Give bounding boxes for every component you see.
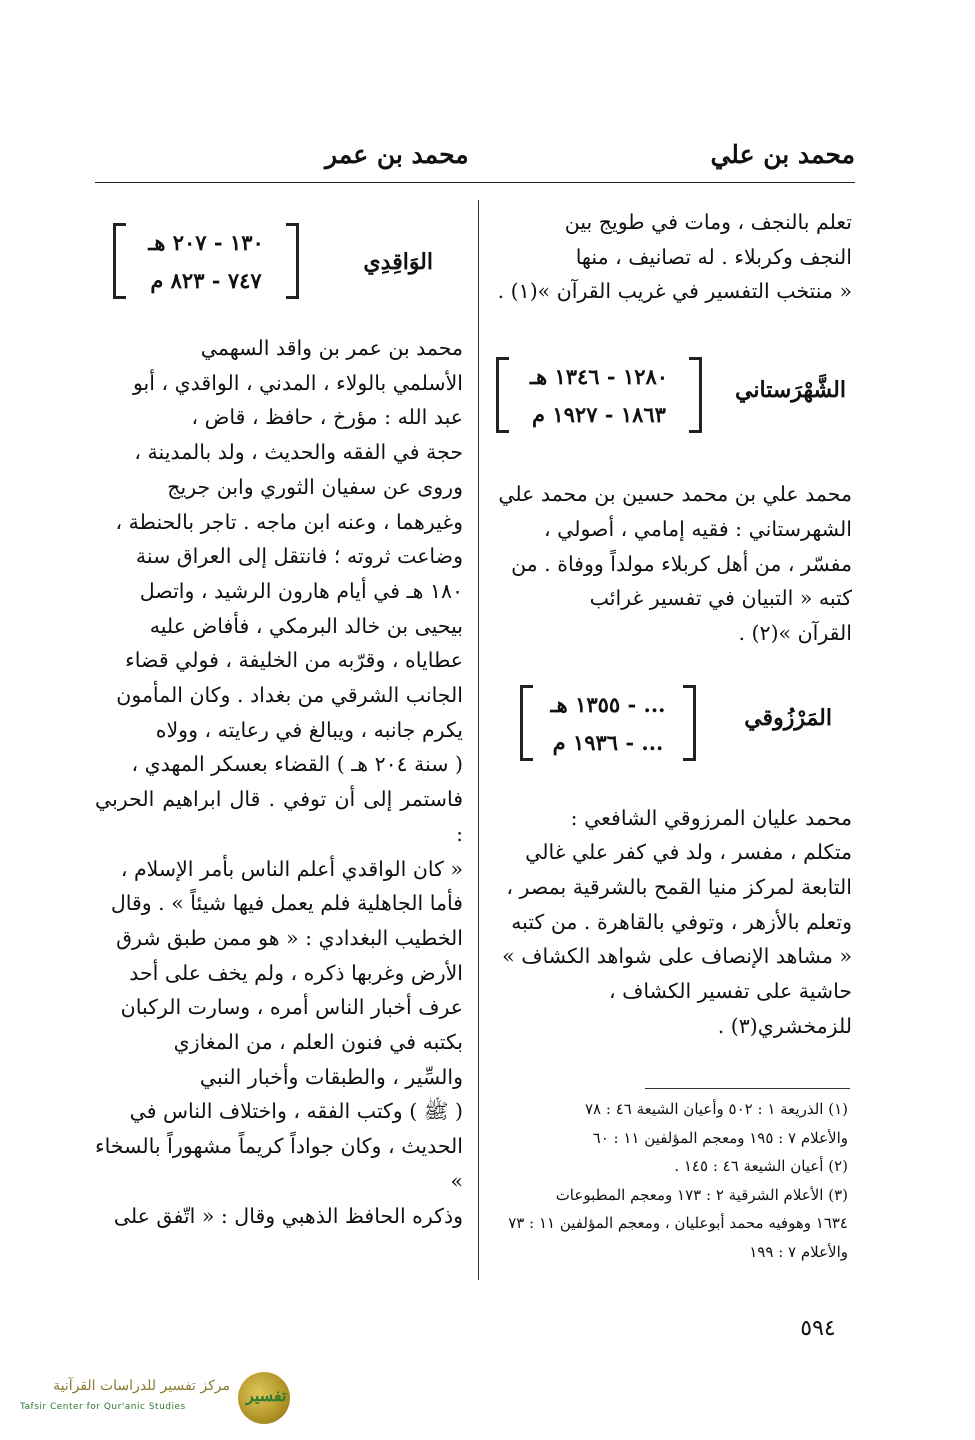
date-box (113, 223, 299, 299)
text-line: حاشية على تفسير الكشاف ، (609, 979, 852, 1004)
text-line: عبد الله : مؤرخ ، حافظ ، قاض ، (191, 405, 463, 430)
text-line: وذكره الحافظ الذهبي وقال : « اتّفق على (113, 1203, 463, 1228)
text-line: « كان الواقدي أعلم الناس بأمر الإسلام ، (120, 856, 463, 881)
header-rule (95, 182, 855, 183)
text-line: التابعة لمركز منيا القمح بالشرقية بمصر ، (506, 875, 852, 900)
text-line: وغيرهما ، وعنه ابن ماجه . تاجر بالحنطة ، (115, 509, 463, 534)
text-line: محمد علي بن محمد حسين بن محمد علي (498, 482, 852, 507)
text-line: ( ﷺ ) وكتب الفقه ، واختلاف الناس في (129, 1099, 463, 1124)
entry-body (490, 801, 852, 1044)
text-line: ( سنة ٢٠٤ هـ ) القضاء بعسكر المهدي ، (131, 752, 463, 777)
logo-subtitle: Tafsir Center for Qur'anic Studies (20, 1402, 186, 1412)
date-gregorian: ٧٤٧ - ٨٢٣ م (150, 268, 262, 293)
footnote-line: والأعلام ٧ : ١٩٩ (749, 1242, 848, 1261)
text-line: فاستمر إلى أن توفي . قال ابراهيم الحربي : (95, 787, 463, 846)
text-line: الأسلمي بالولاء ، المدني ، الواقدي ، أبو (132, 370, 463, 395)
text-line: الجانب الشرقي من بغداد . وكان المأمون (116, 683, 463, 708)
text-line: عرف أخبار الناس أمره ، وسارت الركبان (120, 995, 463, 1020)
text-line: بيحيى بن خالد البرمكي ، فأفاض عليه (149, 613, 463, 638)
intro-paragraph (490, 205, 852, 309)
left-column (95, 205, 463, 1233)
entry-name: الشَّهْرَستاني (735, 377, 846, 404)
footnote-line: ١٦٣٤ وهوفيه محمد أبوعليان ، ومعجم المؤلفين ١١ : ٧٣ (508, 1214, 848, 1232)
text-line: تعلم بالنجف ، ومات في طويج بين (564, 210, 852, 234)
date-gregorian: ١٨٦٣ - ١٩٢٧ م (532, 402, 666, 428)
date-gregorian: ... - ١٩٣٦ م (552, 729, 664, 755)
entry-body (95, 331, 463, 1233)
entry-heading-marzouqi (490, 679, 852, 771)
publisher-logo (20, 1372, 300, 1424)
date-hijri: ... - ١٣٥٥ هـ (550, 691, 666, 717)
running-head (95, 140, 855, 180)
column-divider (478, 200, 479, 1280)
text-line: الخطيب البغدادي : « هو ممن طبق شرق (116, 925, 463, 950)
running-head-center: محمد بن عمر (325, 140, 469, 169)
text-line: عطاياه ، وقرّبه من الخليفة ، فولي قضاء (125, 648, 463, 673)
entry-name: الوَاقِدِي (363, 249, 433, 275)
footnote-line: (١) الذريعة ١ : ٥٠٢ وأعيان الشيعة ٤٦ : ٧٨ (585, 1100, 848, 1118)
text-line: محمد بن عمر بن واقد السهمي (200, 336, 463, 360)
text-line: حجة في الفقه والحديث ، ولد بالمدينة ، (134, 440, 463, 465)
text-line: « مشاهد الإنصاف على شواهد الكشاف » (502, 944, 852, 969)
footnote-line: والأعلام ٧ : ١٩٥ ومعجم المؤلفين ١١ : ٦٠ (592, 1128, 848, 1147)
page-number: ٥٩٤ (800, 1316, 836, 1341)
date-box (520, 685, 696, 761)
text-line: الحديث ، وكان جواداً كريماً مشهوراً بالسخاء » (95, 1134, 463, 1193)
footnotes-rule (645, 1088, 850, 1089)
right-column (490, 205, 852, 1044)
text-line: ١٨٠ هـ في أيام هارون الرشيد ، واتصل (139, 578, 463, 603)
entry-body (490, 477, 852, 651)
entry-heading-shahrastani (490, 351, 852, 443)
text-line: محمد عليان المرزوقي الشافعي : (570, 805, 852, 830)
entry-heading-waqidi (95, 213, 463, 313)
text-line: مفسّر ، من أهل كربلاء مولداً ووفاة . من (511, 551, 852, 576)
text-line: كتبه « التبيان في تفسير غرائب (589, 586, 852, 611)
text-line: بكتبه في فنون العلم ، من المغازي (173, 1030, 463, 1055)
entry-name: المَرْزُوقي (744, 704, 832, 731)
text-line: متكلم ، مفسر ، ولد في كفر علي غالي (525, 840, 852, 865)
date-hijri: ١٢٨٠ - ١٣٤٦ هـ (529, 364, 669, 390)
text-line: فأما الجاهلية فلم يعمل فيها شيئاً » . وقال (110, 891, 463, 916)
text-line: النجف وكربلاء . له تصانيف ، منها (575, 244, 852, 269)
text-line: القرآن »(٢) . (738, 620, 852, 645)
logo-title: مركز تفسير للدراسات القرآنية (53, 1378, 230, 1394)
text-line: وضاعت ثروته ؛ فانتقل إلى العراق سنة (135, 544, 463, 569)
date-box (496, 357, 702, 433)
text-line: الأرض وغربها ذكره ، ولم يخف على أحد (129, 960, 463, 985)
running-head-right: محمد بن علي (710, 140, 855, 169)
text-line: للزمخشري(٣) . (717, 1013, 852, 1038)
text-line: وتعلم بالأزهر ، وتوفي بالقاهرة . من كتبه (511, 909, 852, 934)
text-line: وروى عن سفيان الثوري وابن جريج (167, 474, 463, 499)
footnotes (480, 1095, 848, 1266)
text-line: والسِّير ، والطبقات وأخبار النبي (199, 1064, 463, 1089)
footnote-line: (٣) الأعلام الشرقية ٢ : ١٧٣ ومعجم المطبوعات (555, 1185, 848, 1204)
footnote-line: (٢) أعيان الشيعة ٤٦ : ١٤٥ . (674, 1157, 848, 1175)
text-line: يكرم جانبه ، ويبالغ في رعايته ، وولاه (155, 717, 463, 742)
text-line: « منتخب التفسير في غريب القرآن »(١) . (497, 279, 852, 304)
text-line: الشهرستاني : فقيه إمامي ، أصولي ، (544, 516, 852, 541)
date-hijri: ١٣٠ - ٢٠٧ هـ (148, 230, 264, 255)
logo-word: تفسير (246, 1386, 287, 1405)
